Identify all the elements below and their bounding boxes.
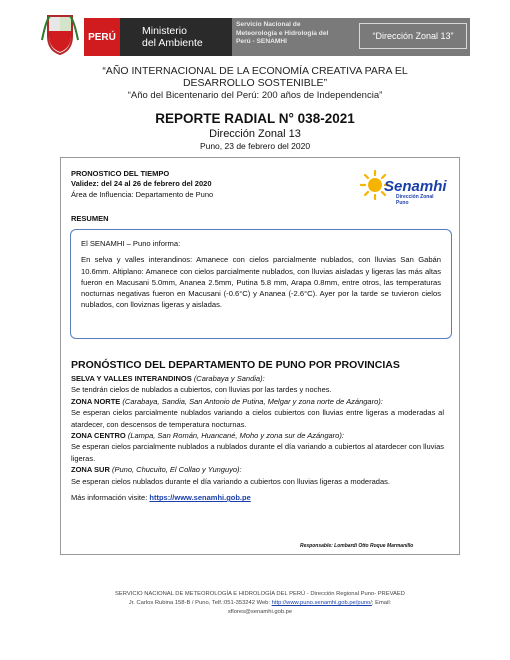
zone-heading	[71, 373, 444, 384]
ministerio-label	[120, 18, 232, 56]
zone-name: SELVA Y VALLES INTERANDINOS	[71, 374, 192, 383]
senamhi-name	[236, 21, 352, 47]
resumen-heading: RESUMEN	[71, 214, 109, 223]
forecast-heading: PRONOSTICO DEL TIEMPO	[71, 169, 170, 178]
ministerio-line: del Ambiente	[142, 37, 203, 49]
zone-text: Se esperan cielos parcialmente nublados a nublados durante el día variando a cubiertos al atardecer con lluvias ligeras.	[71, 442, 444, 463]
coat-of-arms-icon	[40, 10, 80, 56]
year-slogan-line: “AÑO INTERNACIONAL DE LA ECONOMÍA CREATIVA PARA EL	[102, 65, 408, 77]
forecast-area: Área de Influencia: Departamento de Puno	[71, 189, 214, 199]
zone-places: (Carabaya y Sandia):	[193, 374, 265, 383]
report-title: REPORTE RADIAL N° 038-2021	[155, 111, 355, 126]
page-footer	[60, 590, 460, 617]
more-info	[71, 492, 444, 503]
logo-word: Senamhi	[384, 178, 447, 195]
zone-heading	[71, 430, 444, 441]
zona-chip: “Dirección Zonal 13”	[359, 23, 467, 49]
zone-text: Se tendrán cielos de nublados a cubiertos, con lluvias por las tardes y noches.	[71, 385, 332, 395]
footer-web-link[interactable]: http://www.puno.senamhi.gob.pe/puno/	[271, 600, 372, 606]
zone-name: ZONA SUR	[71, 465, 110, 475]
footer-address	[60, 599, 460, 608]
senamhi-logo	[360, 168, 447, 206]
zone-text: Se esperan cielos parcialmente nublados variando a cielos cubiertos con lluvias entre ligeras a moderadas al atardecer, con descensos de temperatura nocturnas.	[71, 408, 444, 429]
zone-places: (Carabaya, Sandia, San Antonio de Putina, Melgar y zona norte de Azángaro):	[122, 396, 383, 406]
zone-places: (Puno, Chucuito, El Collao y Yunguyo):	[111, 465, 242, 475]
forecast-meta	[71, 169, 213, 200]
forecast-validity: Validez: del 24 al 26 de febrero del 2020	[71, 179, 212, 189]
zone-heading	[71, 396, 444, 407]
ministerio-line: Ministerio	[142, 25, 187, 37]
provinces-section	[71, 358, 444, 503]
report-subtitle: Dirección Zonal 13	[209, 128, 301, 140]
footer-email-label: ; Email:	[371, 600, 392, 606]
footer-email: sflores@senamhi.gob.pe	[227, 609, 293, 615]
senamhi-line: Perú - SENAMHI	[236, 38, 287, 45]
senamhi-line: Servicio Nacional de	[236, 21, 301, 28]
responsible-line: Responsable: Lombardi Otto Roque Marmanillo	[300, 543, 414, 549]
zone-text: Se esperan cielos nublados durante el día variando a cubiertos con lluvias ligeras a moderadas.	[71, 476, 390, 486]
logo-subtitle: Dirección Zonal Puno	[396, 194, 434, 206]
senamhi-label-box	[232, 18, 470, 56]
more-info-label: Más información visite:	[71, 493, 148, 503]
senamhi-line: Meteorología e Hidrología del	[236, 29, 329, 37]
footer-address-text: Jr. Carlos Rubina 158-B / Puno, Telf.:051-353242 Web:	[128, 600, 271, 606]
summary-lead: El SENAMHI – Puno informa:	[81, 239, 181, 248]
zone-places: (Lampa, San Román, Huancané, Moho y zona sur de Azángaro):	[127, 431, 344, 441]
summary-box	[70, 229, 452, 339]
year-slogan-line: DESARROLLO SOSTENIBLE”	[182, 77, 328, 89]
footer-line: SERVICIO NACIONAL DE METEOROLOGÍA E HIDROLOGÍA DEL PERÚ - Dirección Regional Puno- PREVAED	[115, 591, 405, 597]
summary-body: En selva y valles interandinos: Amanece con cielos parcialmente nublados, con lluvias San Gabán 10.6mm. Altiplano: Amanece con cielos parcialmente nublados, con lluvias aisladas y ligeras las más altas fueron en Macusani 5.0mm, Ananea 2.5mm, Putina 5.8 mm, Arapa 0.8mm, entre otros, las temperaturas nocturnas negativas fueron en Macusani (-0.6°C) y Ananea (-2.6°C). Ayer por la tarde se tuvieron cielos nublados, con lloviznas ligeras y aisladas.	[81, 255, 441, 310]
provinces-title: PRONÓSTICO DEL DEPARTAMENTO DE PUNO POR PROVINCIAS	[71, 359, 400, 371]
bicentenario-slogan: “Año del Bicentenario del Perú: 200 años de Independencia”	[127, 90, 383, 101]
report-date: Puno, 23 de febrero del 2020	[199, 141, 311, 151]
zone-name: ZONA CENTRO	[71, 431, 126, 441]
zone-name: ZONA NORTE	[71, 396, 121, 406]
header-banner	[40, 6, 470, 60]
year-slogan	[0, 65, 510, 89]
zone-heading	[71, 464, 444, 475]
peru-label: PERÚ	[84, 18, 120, 56]
senamhi-website-link[interactable]: https://www.senamhi.gob.pe	[149, 493, 251, 503]
